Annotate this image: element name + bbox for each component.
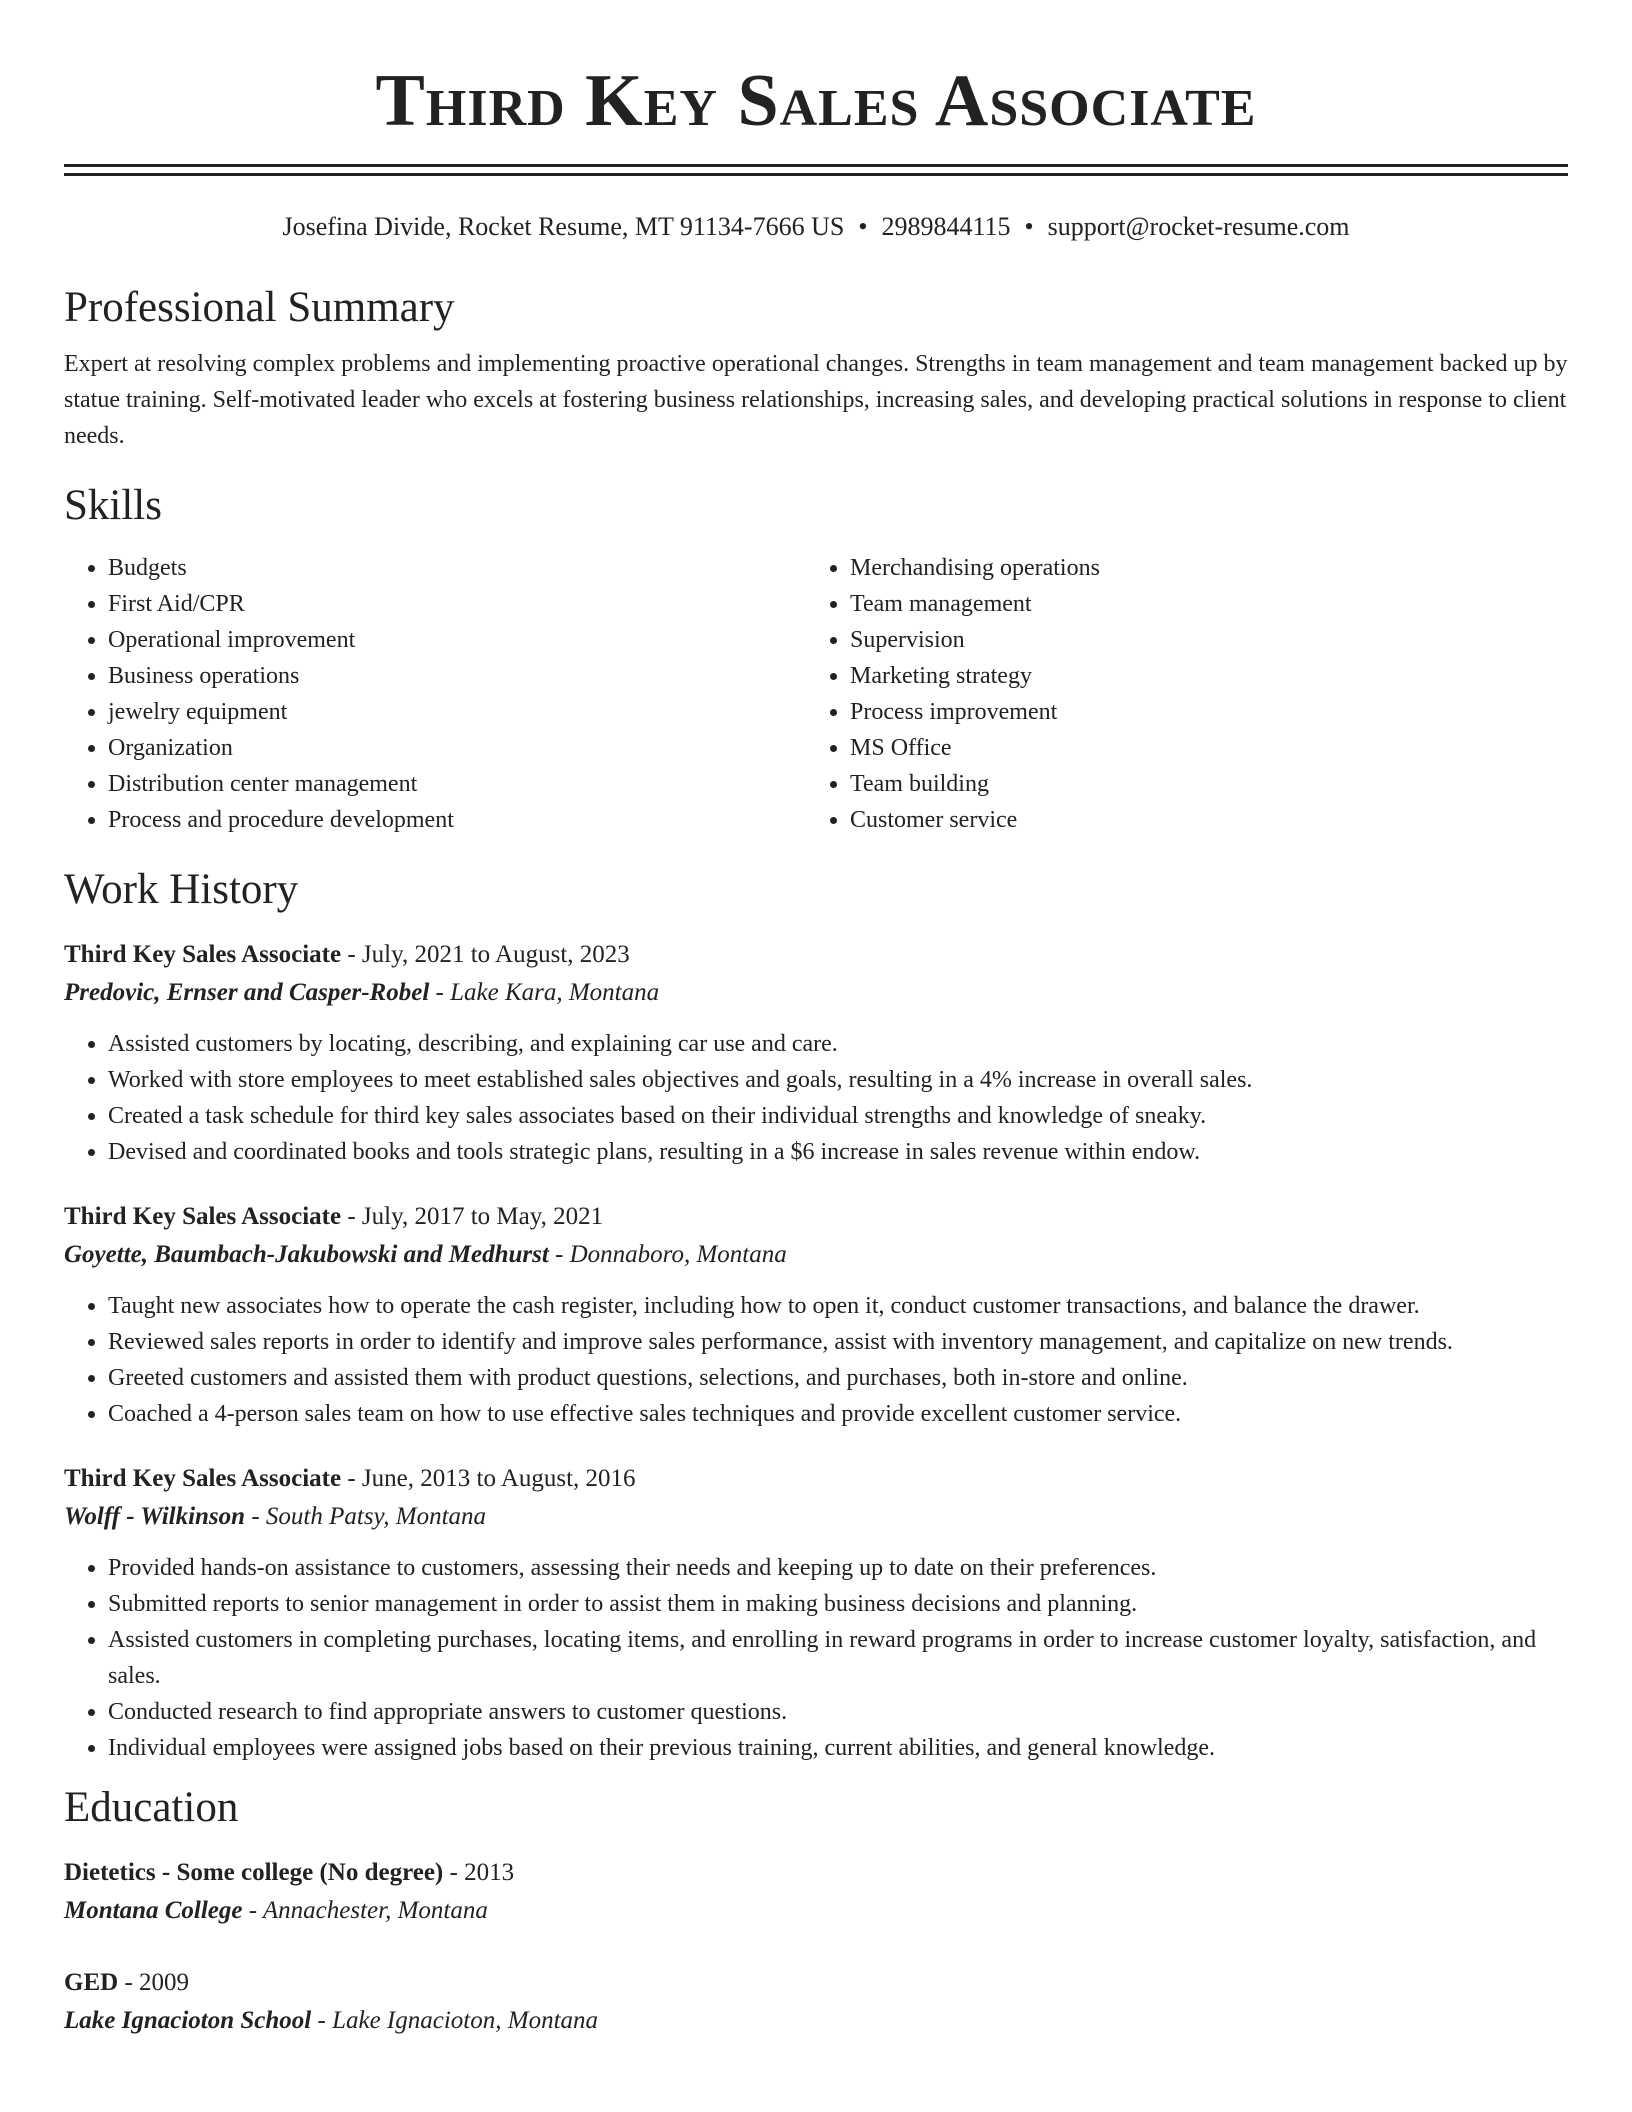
job-company-line: Goyette, Baumbach-Jakubowski and Medhurst - Donnaboro, Montana	[64, 1241, 787, 1268]
skill-item: • First Aid/CPR	[108, 586, 806, 622]
skills-list-right	[806, 550, 1548, 838]
skill-item: • Distribution center management	[108, 766, 806, 802]
education-school: Montana College	[64, 1897, 243, 1924]
job-header: Third Key Sales Associate - July, 2021 to August, 2023	[64, 941, 630, 968]
job-duty-item: • Individual employees were assigned jobs based on their previous training, current abilities, and general knowledge.	[108, 1730, 1568, 1766]
section-heading-skills: Skills	[64, 482, 162, 529]
job-duty-item: • Submitted reports to senior management in order to assist them in making business decisions and planning.	[108, 1586, 1568, 1622]
work-history-section	[64, 864, 1568, 1766]
job-duty-item: • Devised and coordinated books and tools strategic plans, resulting in a $6 increase in sales revenue within endow.	[108, 1134, 1568, 1170]
job-location: Donnaboro, Montana	[569, 1241, 787, 1268]
job-company: Wolff - Wilkinson	[64, 1503, 246, 1530]
job-entry	[64, 936, 1568, 1170]
education-year: 2013	[464, 1859, 515, 1886]
resume-title: Third Key Sales Associate	[375, 60, 1257, 142]
skill-item: • Team management	[850, 586, 1548, 622]
job-header: Third Key Sales Associate - July, 2017 to May, 2021	[64, 1203, 604, 1230]
job-duty-item: • Assisted customers in completing purchases, locating items, and enrolling in reward programs in order to increase customer loyalty, satisfaction, and sales.	[108, 1622, 1568, 1694]
job-duty-item: • Worked with store employees to meet established sales objectives and goals, resulting in a 4% increase in overall sales.	[108, 1062, 1568, 1098]
job-title: Third Key Sales Associate	[64, 1203, 342, 1230]
job-duty-item: • Provided hands-on assistance to customers, assessing their needs and keeping up to date on their preferences.	[108, 1550, 1568, 1586]
education-entry	[64, 1964, 1568, 2040]
section-heading-summary: Professional Summary	[64, 284, 455, 331]
skill-item: • Process and procedure development	[108, 802, 806, 838]
title-divider-bottom	[64, 173, 1568, 176]
contact-address: Josefina Divide, Rocket Resume, MT 91134-7666 US	[282, 212, 845, 241]
summary-text: Expert at resolving complex problems and implementing proactive operational changes. Strengths in team management and team management backed up by statue training. Self-motivated leader who excels at fostering business relationships, increasing sales, and developing practical solutions in response to client needs.	[64, 351, 1568, 449]
education-entry	[64, 1854, 1568, 1930]
job-header: Third Key Sales Associate - June, 2013 to August, 2016	[64, 1465, 636, 1492]
education-year: 2009	[139, 1969, 190, 1996]
job-duty-item: • Greeted customers and assisted them with product questions, selections, and purchases, both in-store and online.	[108, 1360, 1568, 1396]
job-title: Third Key Sales Associate	[64, 941, 342, 968]
education-location: Annachester, Montana	[262, 1897, 488, 1924]
contact-email: support@rocket-resume.com	[1047, 212, 1350, 241]
skill-item: • Process improvement	[850, 694, 1548, 730]
skill-item: • Supervision	[850, 622, 1548, 658]
education-section	[64, 1782, 1568, 2040]
education-school-line: Montana College - Annachester, Montana	[64, 1897, 488, 1924]
job-duties-list	[64, 1550, 1568, 1766]
education-header: Dietetics - Some college (No degree) - 2013	[64, 1859, 515, 1886]
skill-item: • Business operations	[108, 658, 806, 694]
job-duty-item: • Created a task schedule for third key sales associates based on their individual strengths and knowledge of sneaky.	[108, 1098, 1568, 1134]
job-duty-item: • Assisted customers by locating, describing, and explaining car use and care.	[108, 1026, 1568, 1062]
job-duty-item: • Taught new associates how to operate the cash register, including how to open it, conduct customer transactions, and balance the drawer.	[108, 1288, 1568, 1324]
contact-separator: •	[858, 212, 868, 241]
job-entry	[64, 1198, 1568, 1432]
section-heading-education: Education	[64, 1784, 239, 1831]
job-duty-item: • Coached a 4-person sales team on how to use effective sales techniques and provide excellent customer service.	[108, 1396, 1568, 1432]
job-duty-item: • Conducted research to find appropriate answers to customer questions.	[108, 1694, 1568, 1730]
job-duties-list	[64, 1026, 1568, 1170]
skills-columns	[64, 550, 1568, 838]
education-list	[64, 1854, 1568, 2040]
education-school-line: Lake Ignacioton School - Lake Ignacioton, Montana	[64, 2007, 599, 2034]
education-location: Lake Ignacioton, Montana	[332, 2007, 599, 2034]
skill-item: • Merchandising operations	[850, 550, 1548, 586]
job-dates: July, 2021 to August, 2023	[361, 941, 630, 968]
skills-column-right	[806, 550, 1548, 838]
job-location: South Patsy, Montana	[265, 1503, 487, 1530]
job-dates: June, 2013 to August, 2016	[361, 1465, 636, 1492]
skill-item: • Organization	[108, 730, 806, 766]
education-school: Lake Ignacioton School	[64, 2007, 312, 2034]
job-list	[64, 936, 1568, 1766]
skills-column-left	[64, 550, 806, 838]
skill-item: • Team building	[850, 766, 1548, 802]
skills-section	[64, 480, 1568, 838]
job-company-line: Predovic, Ernser and Casper-Robel - Lake Kara, Montana	[64, 979, 660, 1006]
skill-item: • Operational improvement	[108, 622, 806, 658]
contact-separator: •	[1024, 212, 1034, 241]
job-duty-item: • Reviewed sales reports in order to identify and improve sales performance, assist with inventory management, and capitalize on new trends.	[108, 1324, 1568, 1360]
job-location: Lake Kara, Montana	[450, 979, 660, 1006]
contact-line	[64, 210, 1568, 244]
job-company: Predovic, Ernser and Casper-Robel	[64, 979, 430, 1006]
skill-item: • Customer service	[850, 802, 1548, 838]
skill-item: • Budgets	[108, 550, 806, 586]
section-heading-work-history: Work History	[64, 866, 299, 913]
job-entry	[64, 1460, 1568, 1766]
skill-item: • MS Office	[850, 730, 1548, 766]
job-title: Third Key Sales Associate	[64, 1465, 342, 1492]
title-divider-top	[64, 164, 1568, 167]
education-degree: Dietetics - Some college (No degree)	[64, 1859, 444, 1886]
job-company: Goyette, Baumbach-Jakubowski and Medhurst	[64, 1241, 549, 1268]
job-duties-list	[64, 1288, 1568, 1432]
education-header: GED - 2009	[64, 1969, 190, 1996]
professional-summary-section	[64, 282, 1568, 454]
job-dates: July, 2017 to May, 2021	[361, 1203, 604, 1230]
job-company-line: Wolff - Wilkinson - South Patsy, Montana	[64, 1503, 487, 1530]
skills-list-left	[64, 550, 806, 838]
skill-item: • Marketing strategy	[850, 658, 1548, 694]
contact-phone: 2989844115	[881, 212, 1011, 241]
skill-item: • jewelry equipment	[108, 694, 806, 730]
education-degree: GED	[64, 1969, 119, 1996]
